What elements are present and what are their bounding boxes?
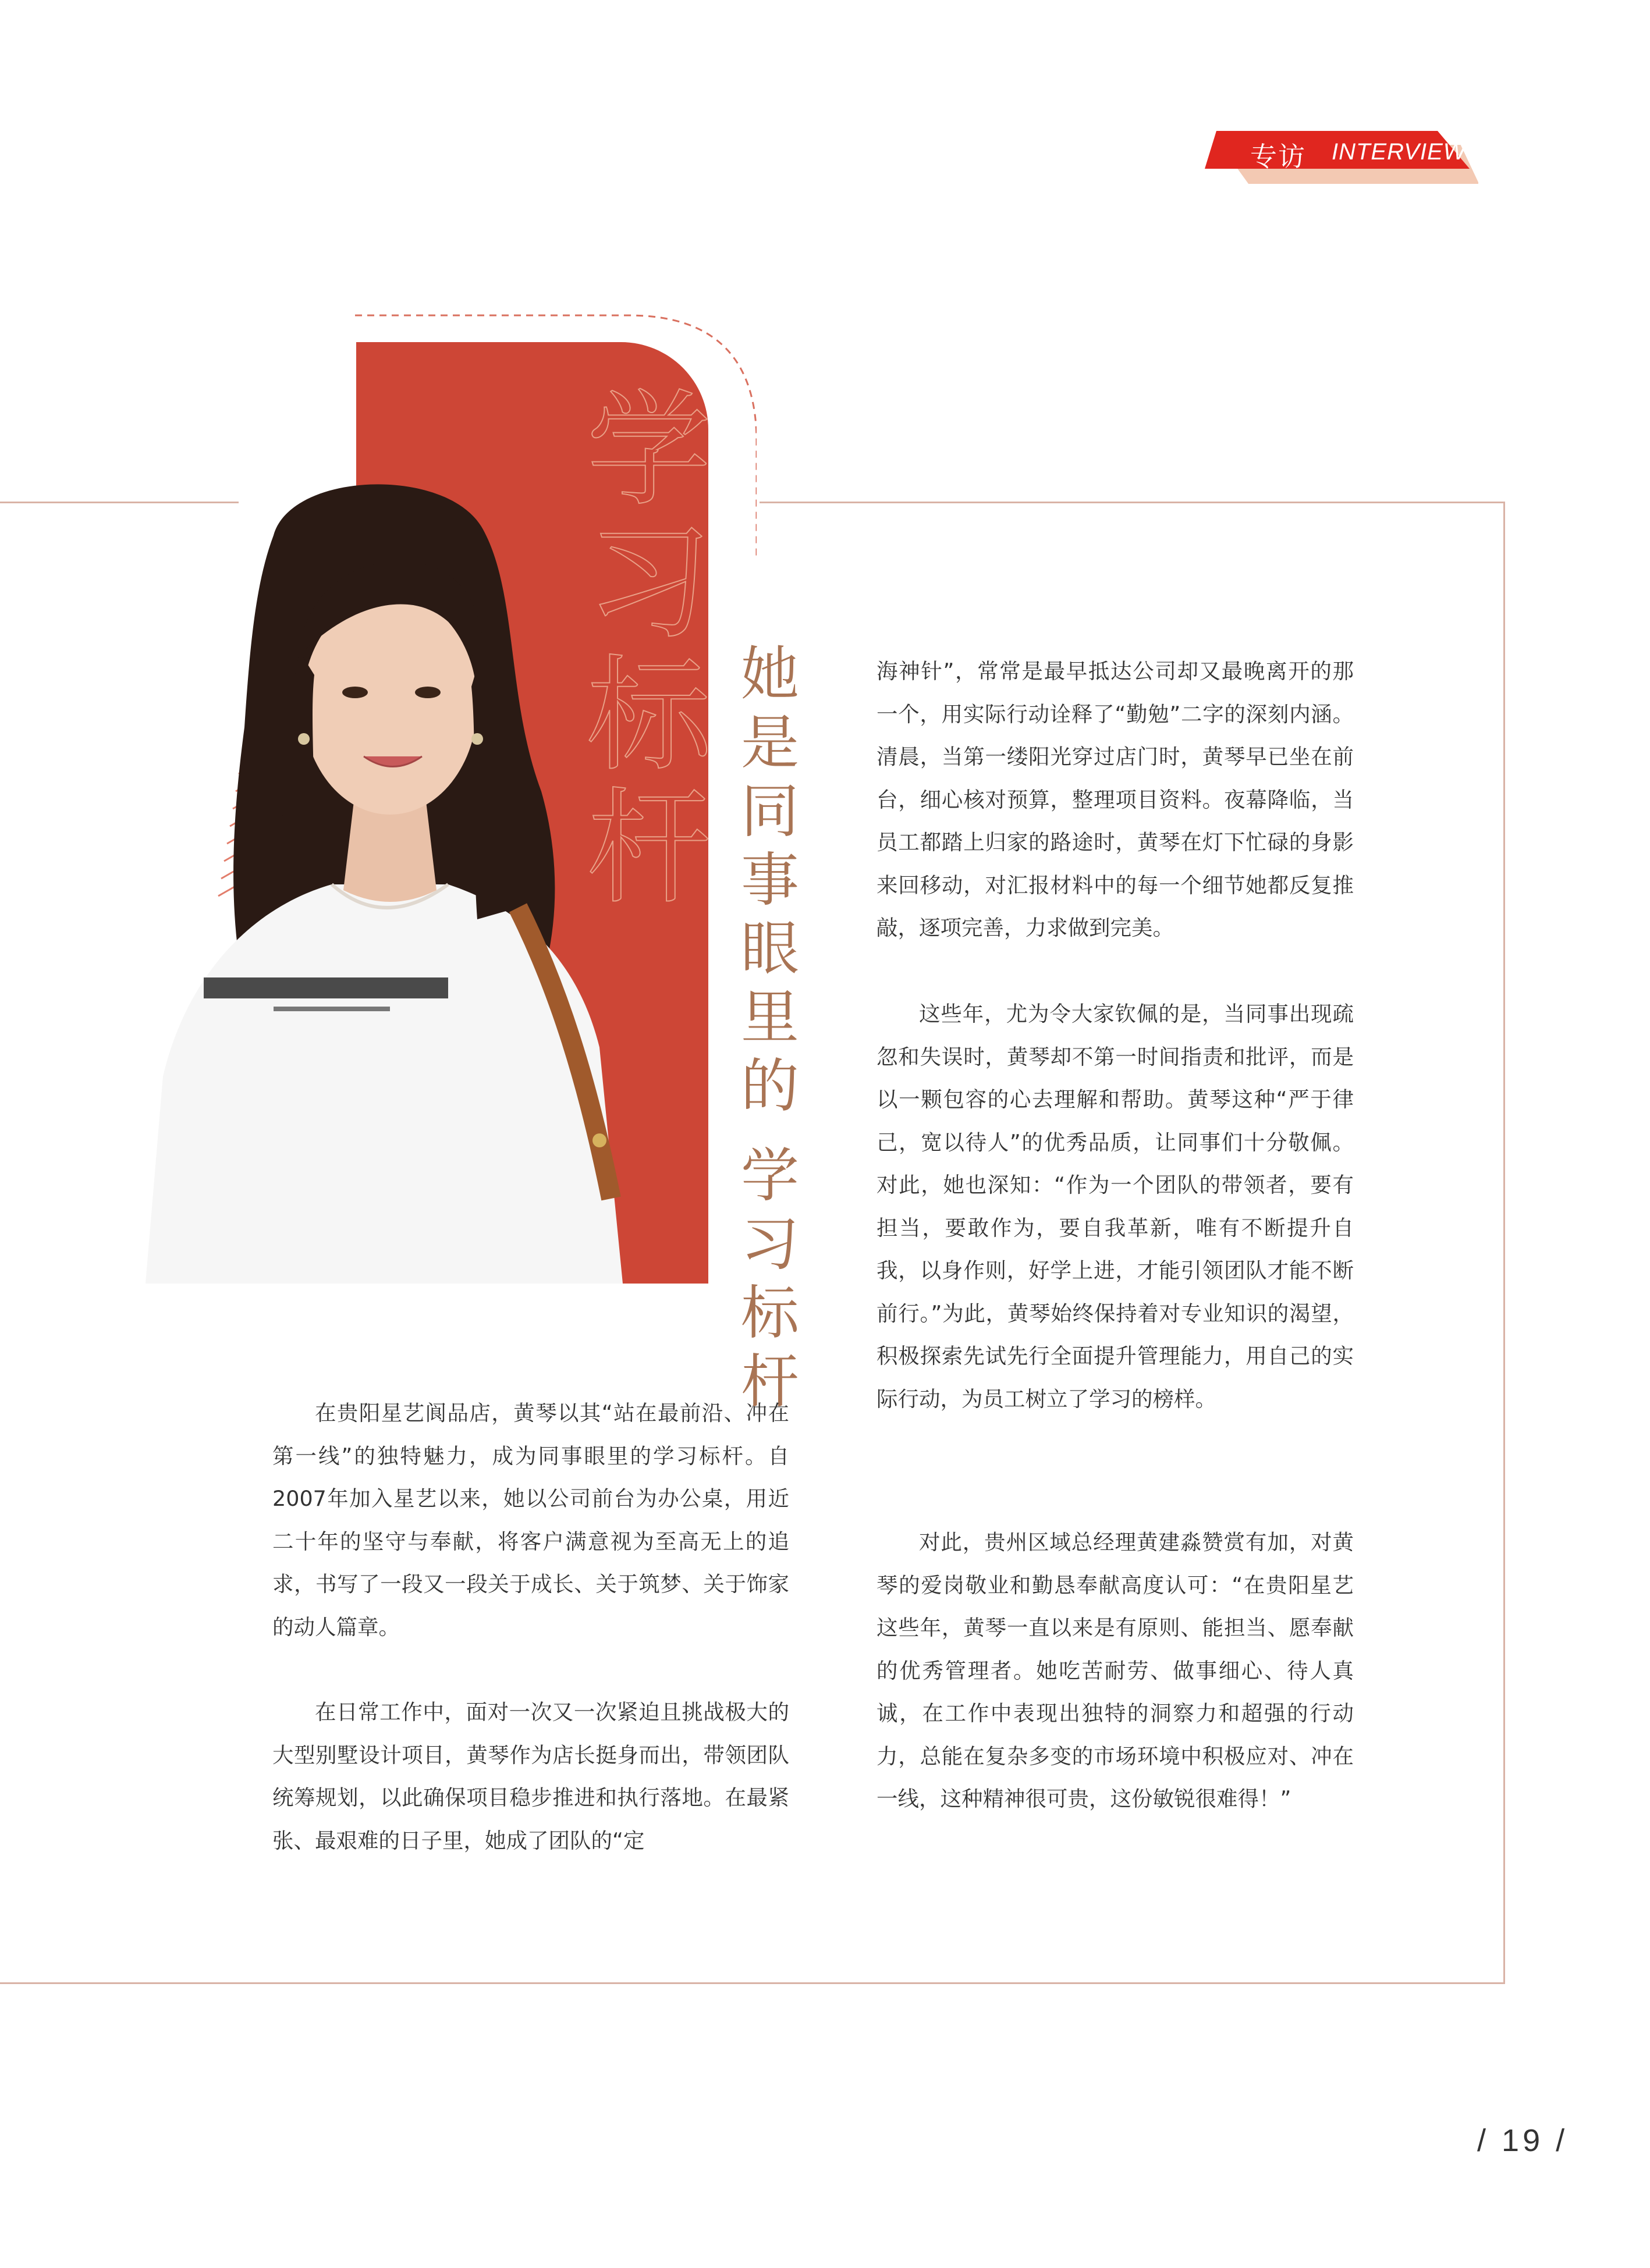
paragraph-praise: 对此，贵州区域总经理黄建淼赞赏有加，对黄琴的爱岗敬业和勤恳奉献高度认可：“在贵阳星艺这些年，黄琴一直以来是有原则、能担当、愿奉献的优秀管理者。她吃苦耐劳、做事细心、待人真诚，在工作中表现出独特的洞察力和超强的行动力，总能在复杂多变的市场环境中积极应对、冲在一线，这种精神很可贵，这份敏锐很难得！” xyxy=(877,1530,1354,1811)
frame-bottom xyxy=(0,1982,1505,1984)
watermark-study-benchmark xyxy=(579,377,719,921)
paragraph-intro: 在贵阳星艺阆品店，黄琴以其“站在最前沿、冲在第一线”的独特魅力，成为同事眼里的学习标杆。自2007年加入星艺以来，她以公司前台为办公桌，用近二十年的坚守与奉献，将客户满意视为至高无上的追求，书写了一段又一段关于成长、关于筑梦、关于饰家的动人篇章。 xyxy=(272,1400,789,1640)
frame-right xyxy=(1503,502,1505,1984)
title-char: 她 xyxy=(741,640,799,708)
title-char: 事 xyxy=(741,846,799,914)
paragraph-respect: 这些年，尤为令大家钦佩的是，当同事出现疏忽和失误时，黄琴却不第一时间指责和批评，而是以一颗包容的心去理解和帮助。黄琴这种“严于律己，宽以待人”的优秀品质，让同事们十分敬佩。对此，她也深知：“作为一个团队的带领者，要有担当，要敢作为，要自我革新，唯有不断提升自我，以身作则，好学上进，才能引领团队才能不断前行。”为此，黄琴始终保持着对专业知识的渴望，积极探索先试先行全面提升管理能力，用自己的实际行动，为员工树立了学习的榜样。 xyxy=(877,1001,1354,1412)
page-number xyxy=(1477,2123,1568,2159)
title-char: 的 xyxy=(741,1052,799,1120)
section-label-cn: 专访 xyxy=(1250,141,1306,172)
title-char: 学 xyxy=(741,1142,799,1210)
section-tag xyxy=(1205,131,1478,172)
title-char: 同 xyxy=(741,777,799,845)
paragraph-daily-work: 在日常工作中，面对一次又一次紧迫且挑战极大的大型别墅设计项目，黄琴作为店长挺身而出，带领团队统筹规划，以此确保项目稳步推进和执行落地。在最紧张、最艰难的日子里，她成了团队的“定 xyxy=(272,1700,789,1853)
portrait-photo xyxy=(99,465,658,1284)
frame-top-right xyxy=(760,502,1504,503)
watermark-char: 习 xyxy=(586,510,712,656)
title-char: 习 xyxy=(741,1210,799,1278)
title-char: 杆 xyxy=(741,1348,799,1416)
vertical-title xyxy=(735,640,805,1416)
watermark-char: 学 xyxy=(586,377,712,523)
title-gap xyxy=(735,1121,805,1142)
section-label-en: INTERVIEW xyxy=(1332,139,1466,165)
page-number-separator: / xyxy=(1556,2123,1569,2158)
title-char: 是 xyxy=(741,709,799,777)
title-char: 标 xyxy=(741,1279,799,1347)
paragraph-continued: 海神针”，常常是最早抵达公司却又最晚离开的那一个，用实际行动诠释了“勤勉”二字的深刻内涵。清晨，当第一缕阳光穿过店门时，黄琴早已坐在前台，细心核对预算，整理项目资料。夜幕降临，当员工都踏上归家的路途时，黄琴在灯下忙碌的身影来回移动，对汇报材料中的每一个细节她都反复推敲，逐项完善，力求做到完美。 xyxy=(877,659,1354,940)
title-char: 眼 xyxy=(741,915,799,983)
title-char: 里 xyxy=(741,983,799,1051)
watermark-char: 标 xyxy=(586,642,712,788)
page-number-separator: / xyxy=(1477,2123,1490,2158)
page-number-value: 19 xyxy=(1502,2123,1544,2158)
watermark-char: 杆 xyxy=(586,775,712,921)
